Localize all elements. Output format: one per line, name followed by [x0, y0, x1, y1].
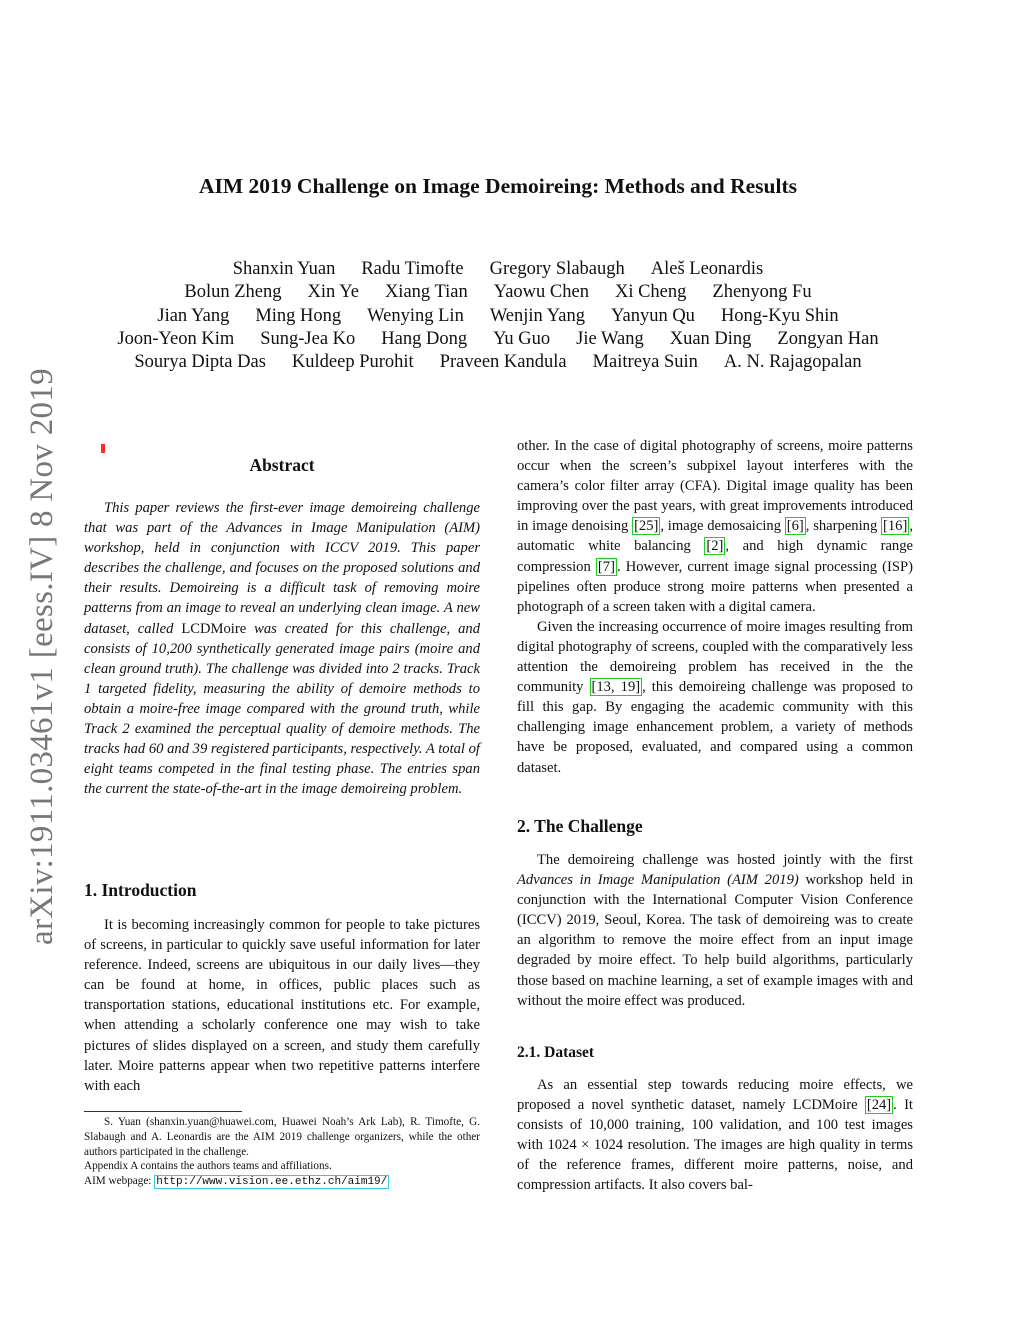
citation-link[interactable]: [25]	[634, 518, 659, 535]
author-name: Zhenyong Fu	[712, 282, 812, 302]
author-row	[0, 258, 996, 281]
text-run: The demoireing challenge was hosted jointly with the first	[537, 852, 913, 868]
citation-link[interactable]: [24]	[866, 1097, 892, 1114]
author-row	[0, 351, 996, 374]
author-name: Jian Yang	[157, 306, 230, 326]
text-run: other. In the case of digital photography of screens, moire patterns occur when the screen’s subpixel layout interferes with the camera’s color filter array (CFA). Digital image quality has been improving over the past years, with great improvements introduced in image denoising	[517, 438, 913, 535]
challenge-text	[517, 850, 913, 1011]
intro-heading: 1. Introduction	[84, 880, 197, 900]
citation-link[interactable]: [16]	[883, 518, 908, 535]
abstract-text-part: was created for this challenge, and consists of 10,200 synthetically generated image pairs (moire and clean ground truth). The challenge was divided into 2 tracks. Track 1 targeted fidelity, measuring the ability of demoire methods to obtain a moire-free image compared with the ground truth, while Track 2 examined the perceptual quality of demoire methods. The tracks had 60 and 39 registered participants, respectively. A total of eight teams competed in the final testing phase. The entries span the current the state-of-the-art in the image demoireing problem.	[84, 620, 481, 798]
text-run: , automatic white balancing	[517, 518, 913, 555]
author-name: Shanxin Yuan	[232, 259, 336, 279]
footnotes	[84, 1115, 480, 1190]
paragraph	[517, 850, 913, 1011]
author-name: Gregory Slabaugh	[489, 259, 625, 279]
link-marker-icon	[101, 444, 105, 453]
author-name: Hang Dong	[381, 329, 468, 349]
author-name: Maitreya Suin	[592, 352, 698, 372]
author-name: Radu Timofte	[361, 259, 464, 279]
author-name: Praveen Kandula	[439, 352, 567, 372]
author-name: Wenjin Yang	[489, 306, 585, 326]
author-name: Yu Guo	[493, 329, 551, 349]
text-run: Given the increasing occurrence of moire images resulting from digital photography of screens, coupled with the comparatively less attention the demoireing problem has received in the the community	[517, 618, 913, 696]
citation-link[interactable]: [13, 19]	[591, 679, 641, 696]
text-run: . However, current image signal processing (ISP) pipelines often produce strong moire patterns when presented a photograph of a screen taken with a digital camera.	[517, 558, 913, 615]
intro-paragraph: It is becoming increasingly common for people to take pictures of screens, in particular to quickly save useful information for later reference. Indeed, screens are ubiquitous in our daily lives—they can be found at home, in offices, public places such as transportation stations, educational institutions etc. For example, when attending a scholarly conference one may wish to take pictures of slides displayed on a screen, and study them carefully later. Moire patterns appear when two repetitive patterns interfere with each	[84, 917, 480, 1094]
author-name: A. N. Rajagopalan	[723, 352, 862, 372]
paragraph	[517, 436, 913, 617]
footnote-webpage-label: AIM webpage:	[84, 1175, 155, 1188]
abstract-text	[84, 498, 480, 799]
abstract-text-part: This paper reviews the first-ever image demoireing challenge that was part of the Advances in Image Manipulation (AIM) workshop, held in conjunction with ICCV 2019. This paper describes the challenge, and focuses on the proposed solutions and their results. Demoireing is a difficult task of removing moire patterns from an image to reveal an underlying clean image. A new dataset, called	[84, 500, 480, 637]
author-name: Xiang Tian	[384, 282, 468, 302]
intro-text	[84, 915, 480, 1096]
author-name: Bolun Zheng	[184, 282, 282, 302]
footnote-appendix: Appendix A contains the authors teams and affiliations.	[84, 1160, 332, 1173]
citation-link[interactable]: [2]	[706, 538, 724, 555]
footnote-rule	[84, 1111, 242, 1112]
author-name: Aleš Leonardis	[650, 259, 764, 279]
author-name: Wenying Lin	[367, 306, 464, 326]
text-run: , and high dynamic range compression	[517, 538, 914, 575]
author-row	[0, 305, 996, 328]
text-run: As an essential step towards reducing moire effects, we proposed a novel synthetic dataset, namely LCDMoire	[517, 1077, 913, 1114]
paragraph	[517, 1075, 913, 1196]
dataset-heading: 2.1. Dataset	[517, 1044, 595, 1061]
author-name: Joon-Yeon Kim	[117, 329, 235, 349]
arxiv-stamp: arXiv:1911.03461v1 [eess.IV] 8 Nov 2019	[24, 368, 60, 945]
author-name: Kuldeep Purohit	[291, 352, 414, 372]
author-name: Xin Ye	[307, 282, 359, 302]
author-name: Yanyun Qu	[610, 306, 695, 326]
author-row	[0, 328, 996, 351]
aim-webpage-link[interactable]: http://www.vision.ee.ethz.ch/aim19/	[156, 1176, 388, 1189]
abstract-heading: Abstract	[249, 455, 315, 475]
author-name: Zongyan Han	[777, 329, 879, 349]
paragraph	[517, 617, 913, 778]
text-run: workshop held in conjunction with the International Computer Vision Conference (ICCV) 2019, Seoul, Korea. The task of demoireing was to create an algorithm to remove the moire effect from an input image degraded by moire effect. To help build algorithms, particularly those based on machine learning, a set of example images with and without the moire effect was produced.	[517, 872, 913, 1009]
author-name: Yaowu Chen	[493, 282, 589, 302]
author-name: Jie Wang	[576, 329, 644, 349]
author-row	[0, 281, 996, 304]
text-run: . It consists of 10,000 training, 100 validation, and 100 test images with 1024 × 1024 resolution. The images are high quality in terms of the reference frames, different moire patterns, noise, and compression artifacts. It also covers bal-	[517, 1097, 913, 1194]
text-run: , this demoireing challenge was proposed to fill this gap. By engaging the academic community with this challenging image enhancement problem, a variety of methods have be proposed, evaluated, and compared using a common dataset.	[517, 679, 913, 776]
author-name: Sourya Dipta Das	[134, 352, 266, 372]
author-name: Hong-Kyu Shin	[720, 306, 839, 326]
author-name: Xi Cheng	[614, 282, 687, 302]
author-name: Ming Hong	[255, 306, 342, 326]
challenge-heading: 2. The Challenge	[517, 816, 643, 836]
paper-title: AIM 2019 Challenge on Image Demoireing: Methods and Results	[198, 174, 797, 198]
author-name: Xuan Ding	[669, 329, 752, 349]
text-run: , sharpening	[805, 518, 882, 535]
workshop-name: Advances in Image Manipulation (AIM 2019)	[517, 872, 799, 889]
author-name: Sung-Jea Ko	[260, 329, 356, 349]
dataset-text	[517, 1075, 913, 1196]
text-run: , image demosaicing	[660, 518, 785, 535]
citation-link[interactable]: [6]	[786, 518, 804, 535]
citation-link[interactable]: [7]	[597, 558, 615, 575]
footnote-organizers: S. Yuan (shanxin.yuan@huawei.com, Huawei Noah’s Ark Lab), R. Timofte, G. Slabaugh and A. Leonardis are the AIM 2019 challenge organizers, while the other authors participated in the challenge.	[84, 1116, 480, 1158]
right-column-intro	[517, 436, 913, 778]
dataset-name: LCDMoire	[181, 620, 247, 637]
